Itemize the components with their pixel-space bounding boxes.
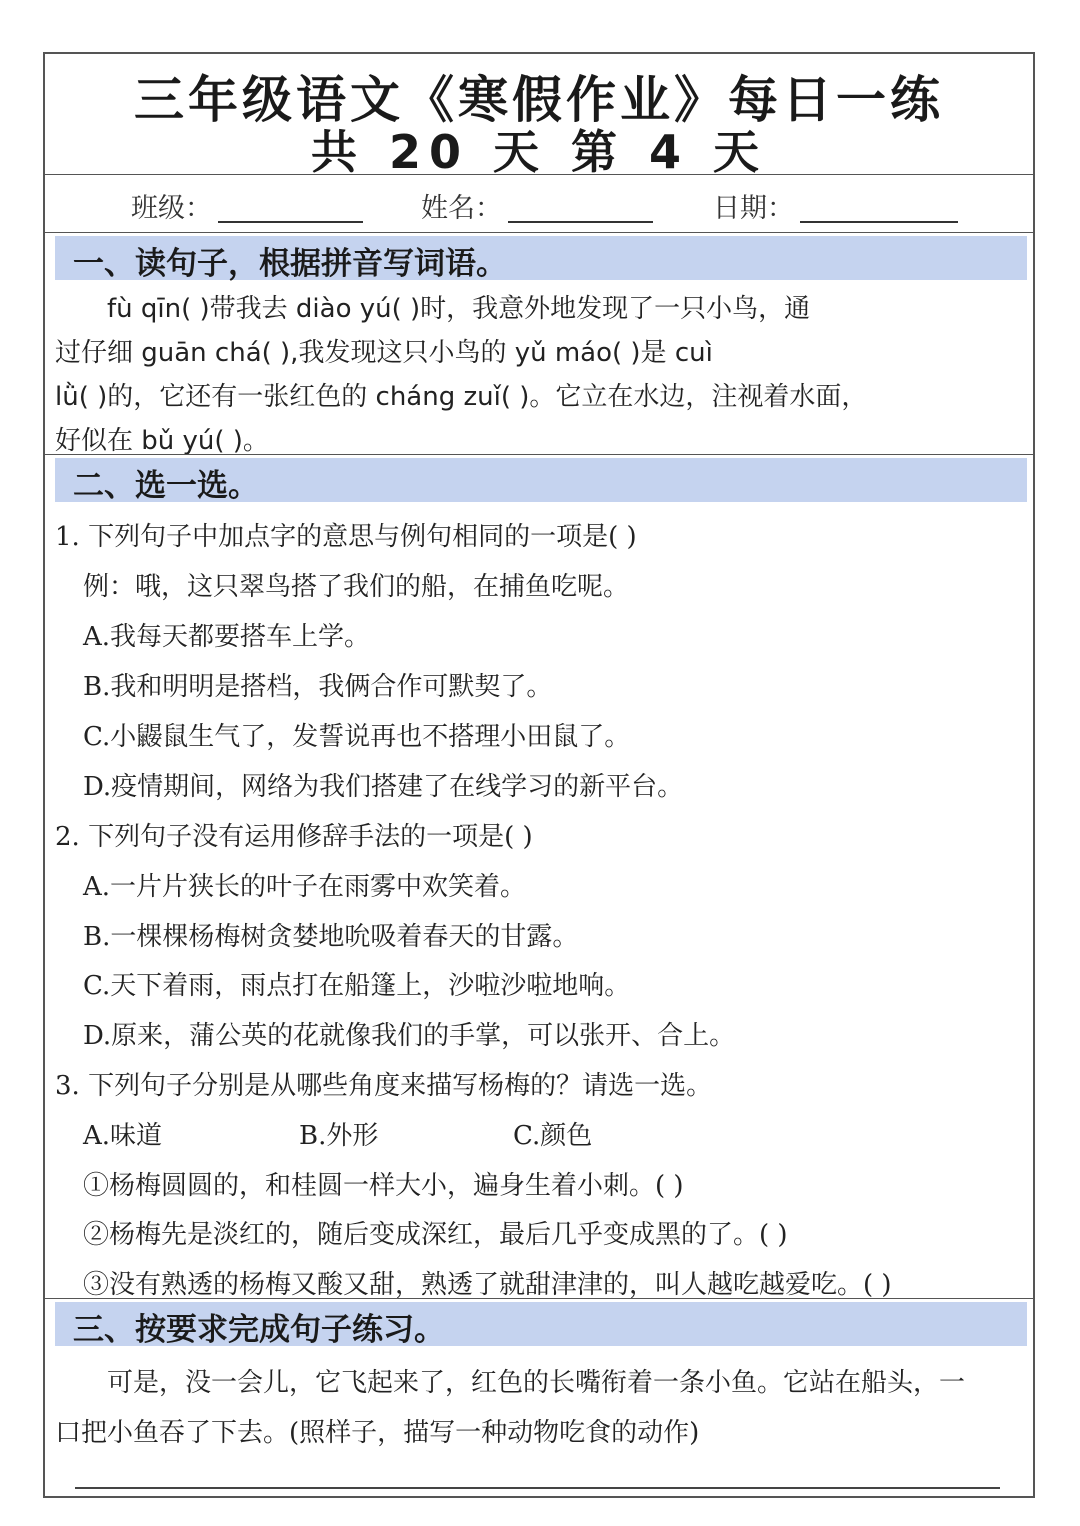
student-info-row bbox=[45, 174, 1033, 233]
question-3-choice-c: C.颜色 bbox=[513, 1121, 593, 1151]
section1-divider bbox=[45, 454, 1033, 455]
question-2-option-a: A.一片片狭长的叶子在雨雾中欢笑着。 bbox=[83, 872, 527, 902]
section2-header bbox=[55, 458, 1027, 502]
name-field bbox=[421, 186, 653, 225]
question-2-option-c: C.天下着雨，雨点打在船篷上，沙啦沙啦地响。 bbox=[83, 971, 631, 1001]
question-1-option-d: D.疫情期间，网络为我们搭建了在线学习的新平台。 bbox=[83, 772, 684, 802]
section3-title: 三、按要求完成句子练习。 bbox=[73, 1312, 445, 1348]
question-1: 1. 下列句子中加点字的意思与例句相同的一项是( ) bbox=[55, 522, 637, 552]
section2-divider bbox=[45, 1298, 1033, 1299]
question-3-choice-a: A.味道 bbox=[83, 1121, 163, 1151]
class-blank[interactable] bbox=[218, 221, 363, 223]
question-2-option-b: B.一棵棵杨梅树贪婪地吮吸着春天的甘露。 bbox=[83, 922, 579, 952]
section3-header bbox=[55, 1302, 1027, 1346]
name-label: 姓名： bbox=[421, 193, 502, 224]
question-2: 2. 下列句子没有运用修辞手法的一项是( ) bbox=[55, 822, 533, 852]
question-1-option-b: B.我和明明是搭档，我俩合作可默契了。 bbox=[83, 672, 553, 702]
question-3-choice-b: B.外形 bbox=[299, 1121, 379, 1151]
question-3: 3. 下列句子分别是从哪些角度来描写杨梅的？请选一选。 bbox=[55, 1071, 713, 1101]
worksheet bbox=[43, 52, 1035, 1498]
name-blank[interactable] bbox=[508, 221, 653, 223]
question-3-item-2: ②杨梅先是淡红的，随后变成深红，最后几乎变成黑的了。( ) bbox=[83, 1220, 788, 1250]
section2-title: 二、选一选。 bbox=[73, 468, 259, 504]
question-1-option-a: A.我每天都要搭车上学。 bbox=[83, 622, 371, 652]
section1-line-1: fù qīn( )带我去 diào yú( )时，我意外地发现了一只小鸟，通 bbox=[107, 294, 811, 324]
class-label: 班级： bbox=[131, 193, 212, 224]
question-1-example: 例：哦，这只翠鸟搭了我们的船，在捕鱼吃呢。 bbox=[83, 572, 630, 602]
section1-title: 一、读句子，根据拼音写词语。 bbox=[73, 246, 507, 282]
section3-line-1: 可是，没一会儿，它飞起来了，红色的长嘴衔着一条小鱼。它站在船头，一 bbox=[107, 1368, 966, 1398]
question-3-item-1: ①杨梅圆圆的，和桂圆一样大小，遍身生着小刺。( ) bbox=[83, 1171, 684, 1201]
section3-line-2: 口把小鱼吞了下去。(照样子，描写一种动物吃食的动作) bbox=[55, 1418, 700, 1448]
answer-blank-line[interactable] bbox=[75, 1487, 1000, 1489]
section1-header bbox=[55, 236, 1027, 280]
page-subtitle: 共 20 天 第 4 天 bbox=[310, 125, 768, 179]
question-3-item-3: ③没有熟透的杨梅又酸又甜，熟透了就甜津津的，叫人越吃越爱吃。( ) bbox=[83, 1270, 892, 1300]
title-box bbox=[45, 54, 1033, 179]
date-blank[interactable] bbox=[800, 221, 958, 223]
section1-line-2: 过仔细 guān chá( ),我发现这只小鸟的 yǔ máo( )是 cuì bbox=[55, 338, 713, 368]
section1-line-3: lǜ( )的，它还有一张红色的 cháng zuǐ( )。它立在水边，注视着水面， bbox=[55, 382, 868, 412]
question-2-option-d: D.原来，蒲公英的花就像我们的手掌，可以张开、合上。 bbox=[83, 1021, 736, 1051]
class-field bbox=[131, 186, 363, 225]
date-label: 日期： bbox=[713, 193, 794, 224]
section1-line-4: 好似在 bǔ yú( )。 bbox=[55, 426, 269, 456]
date-field bbox=[713, 186, 958, 225]
page-title: 三年级语文《寒假作业》每日一练 bbox=[134, 71, 944, 129]
question-1-option-c: C.小鼹鼠生气了，发誓说再也不搭理小田鼠了。 bbox=[83, 722, 631, 752]
